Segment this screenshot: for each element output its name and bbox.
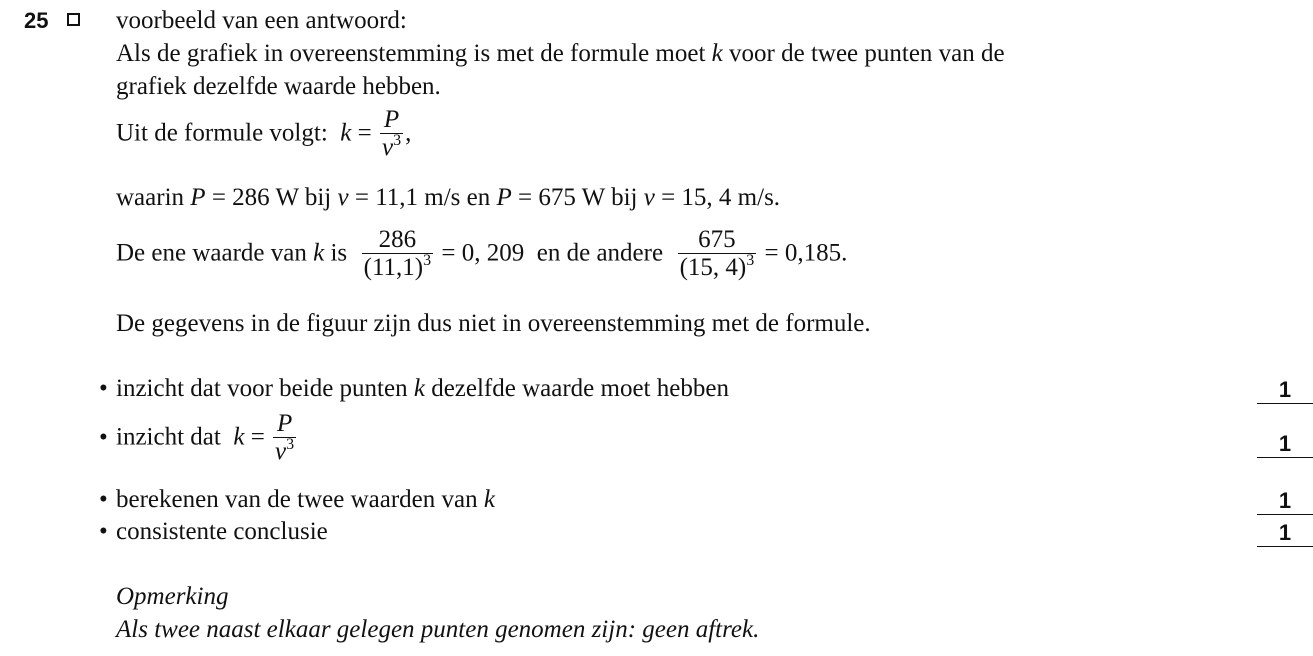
formula-line: Uit de formule volgt: k = $\frac{P}{v^3}$ , — [116, 106, 412, 162]
scoring-item-3: • berekenen van de twee waarden van k — [99, 486, 495, 513]
remark-title: Opmerking — [116, 583, 229, 610]
calculation-line: De ene waarde van k is $\frac{286}{(11,1)^3}$ = 0, 209 en de andere $\frac{675}{(15, 4)^3}$ = 0,185. — [116, 226, 848, 282]
score-4: 1 — [1257, 521, 1313, 547]
given-values-line: waarin P = 286 W bij v = 11,1 m/s en P = 675 W bij v = 15, 4 m/s. — [116, 184, 781, 211]
calc-fraction-2: $\frac{675}{(15, 4)^3}$ — [679, 226, 755, 282]
question-number: 25 — [24, 8, 49, 33]
answer-intro: voorbeeld van een antwoord: — [116, 7, 407, 34]
score-2: 1 — [1257, 432, 1313, 458]
answer-line-2: grafiek dezelfde waarde hebben. — [116, 73, 441, 100]
scoring-item-1: • inzicht dat voor beide punten k dezelfde waarde moet hebben — [99, 375, 729, 402]
scoring-item-4: • consistente conclusie — [99, 518, 328, 545]
scoring-formula-fraction: $\frac{P}{v^3}$ — [275, 410, 295, 466]
score-3: 1 — [1257, 489, 1313, 515]
formula-fraction: $\frac{P}{v^3}$ — [382, 106, 402, 162]
conclusion-line: De gegevens in de figuur zijn dus niet in overeenstemming met de formule. — [116, 310, 871, 337]
remark-text: Als twee naast elkaar gelegen punten genomen zijn: geen aftrek. — [116, 616, 760, 643]
score-1: 1 — [1257, 378, 1313, 404]
calc-fraction-1: $\frac{286}{(11,1)^3}$ — [363, 226, 432, 282]
scoring-item-2: • inzicht dat k = $\frac{P}{v^3}$ — [99, 410, 295, 466]
checkbox-icon — [67, 13, 80, 26]
answer-line-1: Als de grafiek in overeenstemming is met de formule moet k voor de twee punten van de — [116, 40, 1005, 67]
